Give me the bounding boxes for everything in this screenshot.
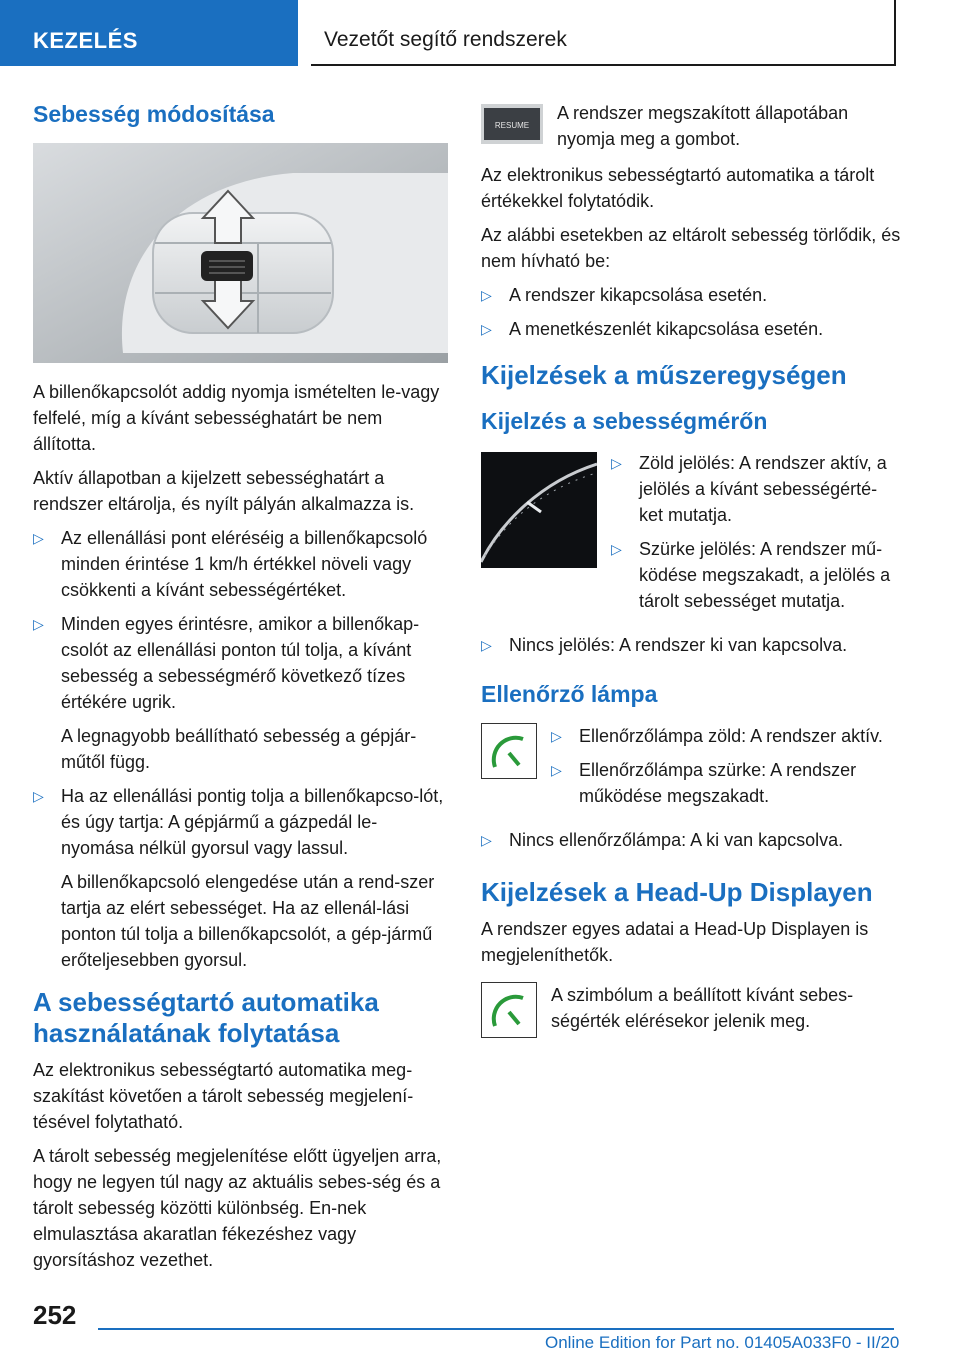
- list-item: [481, 632, 901, 658]
- paragraph: A tárolt sebesség megjelenítése előtt ügyeljen arra, hogy ne legyen túl nagy az aktuális sebes-ség és a tárolt sebesség közötti különbség. En-nek elmulasztása akaratlan fékezéshez vagy gyorsításhoz vezethet.: [33, 1146, 442, 1271]
- edition-footer: Online Edition for Part no. 01405A033F0 - II/20: [545, 1333, 900, 1352]
- list-item-text: Minden egyes érintésre, amikor a billenőkap-csolót az ellenállási ponton túl tolja, a kívánt sebesség a sebességmérő következő tízes értékére ugrik.: [61, 613, 420, 712]
- paragraph: Az elektronikus sebességtartó automatika meg-szakítást követően a tárolt sebesség megjelení-tésével folytatható.: [33, 1060, 414, 1133]
- list-item-text: A rendszer kikapcsolása esetén.: [509, 285, 768, 305]
- list-item: [481, 282, 901, 308]
- list-item-text: Szürke jelölés: A rendszer mű-ködése megszakadt, a jelölés a tárolt sebességet mutatja.: [639, 538, 891, 611]
- bullet-triangle-icon: ▷: [551, 761, 562, 778]
- paragraph: Az alábbi esetekben az eltárolt sebesség törlődik, és nem hívható be:: [481, 225, 901, 271]
- heading-instrument-display: Kijelzések a műszeregységen: [481, 360, 847, 390]
- heading-indicator-lamp: Ellenőrző lámpa: [481, 680, 658, 707]
- list-item-text: Zöld jelölés: A rendszer aktív, a jelölés a kívánt sebességérté-ket mutatja.: [639, 452, 887, 525]
- list-item-text: Nincs ellenőrzőlámpa: A ki van kapcsolva.: [509, 829, 844, 850]
- list-item: [551, 723, 901, 749]
- bullet-triangle-icon: ▷: [481, 636, 492, 653]
- paragraph: Aktív állapotban a kijelzett sebességhatárt a rendszer eltárolja, és nyílt pályán alkalmazza is.: [33, 467, 415, 514]
- heading-resume: A sebességtartó automatika használatának folytatása: [33, 986, 379, 1048]
- speedometer-marker-image: [481, 452, 597, 568]
- left-column: [33, 100, 448, 1281]
- list-item: [611, 450, 901, 528]
- hud-cruise-icon: [481, 982, 537, 1038]
- list-item: [551, 757, 901, 809]
- list-item-text: Nincs jelölés: A rendszer ki van kapcsolva.: [509, 634, 848, 655]
- heading-speed-change: Sebesség módosítása: [33, 101, 275, 127]
- header-title-box: [311, 0, 896, 66]
- bullet-triangle-icon: ▷: [481, 321, 492, 337]
- speedometer-list: [611, 450, 901, 622]
- resume-text: A rendszer megszakított állapotában nyomja meg a gombot.: [557, 103, 849, 149]
- bullet-triangle-icon: ▷: [33, 787, 44, 804]
- lamp-list: [551, 723, 901, 817]
- list-item: [481, 316, 901, 342]
- list-item: [611, 536, 901, 614]
- resume-button-icon: [481, 104, 543, 144]
- bullet-triangle-icon: ▷: [481, 831, 492, 848]
- bullet-triangle-icon: ▷: [611, 540, 622, 557]
- speedometer-row: [481, 450, 901, 622]
- list-item-note: A billenőkapcsoló elengedése után a rend-szer tartja az elért sebességet. Ha az ellenál-lási ponton túl tolja a billenőkapcsolót, a gép-jármű erőteljesebben gyorsul.: [61, 871, 435, 970]
- list-item-text: Ellenőrzőlámpa zöld: A rendszer aktív.: [579, 725, 883, 746]
- paragraph: A billenőkapcsolót addig nyomja ismételten le-vagy felfelé, míg a kívánt sebességhatárt be nem állította.: [33, 381, 440, 454]
- right-column: [481, 100, 901, 1048]
- heading-head-up-display: Kijelzések a Head-Up Displayen: [481, 876, 873, 907]
- paragraph: A rendszer egyes adatai a Head-Up Displayen is megjeleníthetők.: [481, 918, 869, 965]
- bullet-triangle-icon: ▷: [551, 727, 562, 744]
- bullet-triangle-icon: ▷: [33, 615, 44, 632]
- steering-rocker-switch-image: [33, 143, 448, 363]
- list-item: [33, 611, 448, 715]
- resume-row: [481, 100, 901, 152]
- list-item: [33, 783, 448, 861]
- header-section: [0, 0, 298, 66]
- page-number: 252: [33, 1300, 77, 1330]
- bullet-triangle-icon: ▷: [481, 287, 492, 303]
- list-item-text: A menetkészenlét kikapcsolása esetén.: [509, 319, 824, 339]
- lamp-row: [481, 723, 901, 817]
- list-item: [33, 525, 448, 603]
- resume-button-label: RESUME: [494, 121, 530, 130]
- list-item-note: A legnagyobb beállítható sebesség a gépjár-műtől függ.: [61, 725, 417, 772]
- list-item-text: Ellenőrzőlámpa szürke: A rendszer működése megszakadt.: [579, 759, 857, 806]
- hud-symbol-text: A szimbólum a beállított kívánt sebes-ségérték elérésekor jelenik meg.: [551, 984, 854, 1031]
- heading-speedometer: Kijelzés a sebességmérőn: [481, 408, 768, 435]
- hud-symbol-row: [481, 982, 901, 1038]
- section-label: KEZELÉS: [33, 28, 138, 53]
- list-item-text: Az ellenállási pont eléréséig a billenőkapcsoló minden érintése 1 km/h értékkel növeli vagy csökkenti a kívánt sebességértéket.: [61, 527, 428, 600]
- list-item: [481, 827, 901, 853]
- bullet-triangle-icon: ▷: [611, 454, 622, 471]
- bullet-triangle-icon: ▷: [33, 529, 44, 546]
- list-item-text: Ha az ellenállási pontig tolja a billenőkapcso-lót, és úgy tartja: A gépjármű a gázpedál le-nyomása nélkül gyorsul vagy lassul.: [61, 785, 444, 858]
- paragraph: Az elektronikus sebességtartó automatika a tárolt értékekkel folytatódik.: [481, 165, 875, 211]
- chapter-title: Vezetőt segítő rendszerek: [324, 28, 567, 51]
- cruise-indicator-icon: [481, 723, 537, 779]
- footer-rule: [98, 1328, 894, 1330]
